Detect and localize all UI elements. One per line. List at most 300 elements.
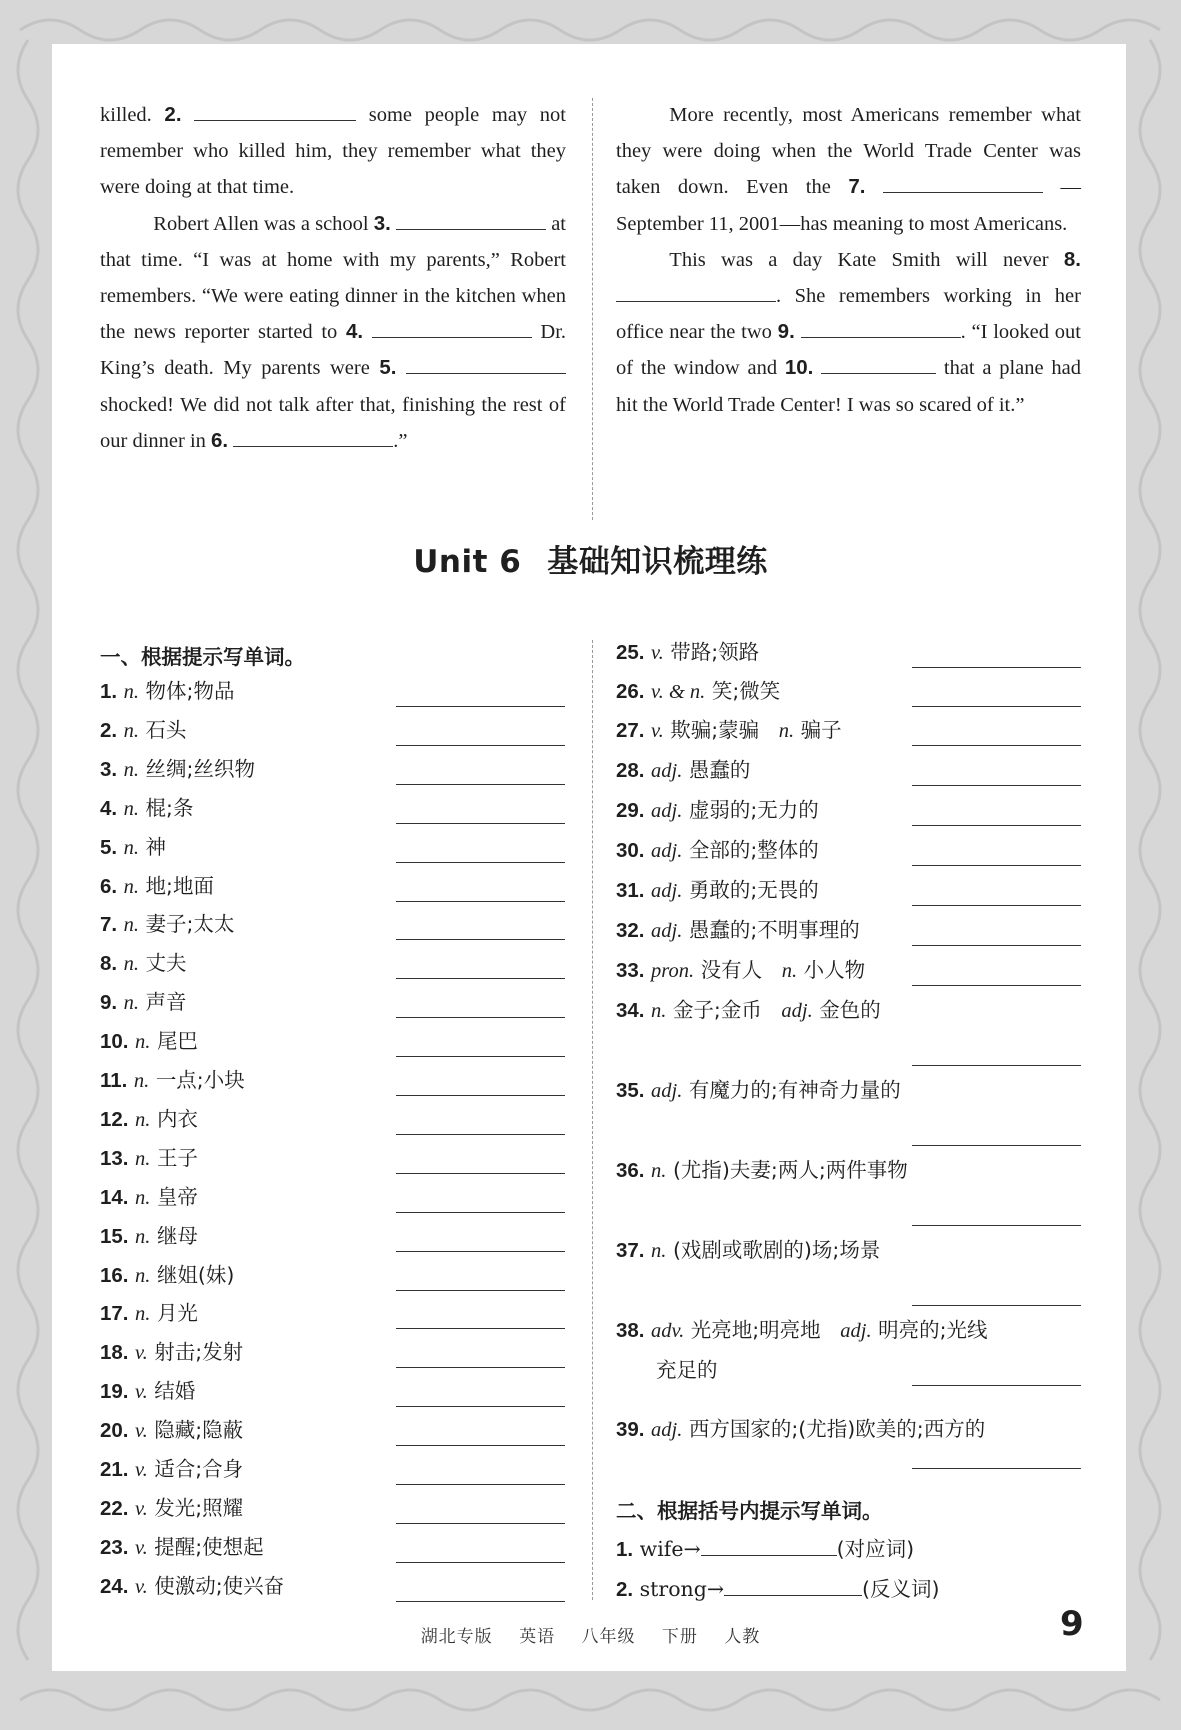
item-number: 37. [616,1239,645,1262]
part-of-speech: n. [123,758,140,781]
vocab-prompt [100,1220,198,1253]
fill-item [616,1573,1081,1611]
answer-blank[interactable] [396,784,565,785]
footer-grade: 八年级 [581,1627,636,1647]
vocab-item [616,914,1081,952]
item-number: 21. [100,1458,129,1481]
item-number: 1. [100,680,118,703]
part-of-speech: adj. [651,920,683,942]
vocab-item [616,834,1081,872]
chinese-meaning: (尤指)夫妻;两人;两件事物 [672,1158,908,1182]
part-of-speech: n. [123,797,140,820]
item-number: 32. [616,919,645,942]
vocab-prompt [100,1259,234,1292]
passage-text: killed. [100,104,152,126]
chinese-meaning: 内衣 [156,1106,198,1131]
answer-blank[interactable] [372,317,532,338]
vocab-item [100,753,566,791]
vocab-item [616,754,1081,792]
vocab-prompt [100,831,166,864]
answer-blank[interactable] [396,1562,565,1563]
chinese-meaning: 小人物 [803,958,866,982]
vocab-prompt [616,954,865,987]
item-number: 25. [616,641,645,664]
chinese-meaning-continued: 充足的 [656,1358,718,1382]
part-of-speech: n. [135,1147,151,1170]
chinese-meaning: (戏剧或歌剧的)场;场景 [672,1238,881,1262]
unit-label: Unit 6 [413,544,522,580]
answer-blank[interactable] [396,1173,565,1174]
item-number: 39. [616,1418,645,1441]
vocab-item [100,986,566,1024]
part-of-speech: n. [123,992,140,1015]
part-of-speech: n. [135,1031,151,1054]
vocab-prompt [100,1297,198,1330]
answer-blank[interactable] [912,865,1081,866]
vocab-prompt [100,1181,198,1214]
part-of-speech: v. [135,1381,148,1404]
answer-blank[interactable] [233,426,393,447]
item-number: 38. [616,1319,645,1342]
chinese-meaning: 声音 [145,990,187,1015]
part-of-speech: v. [651,720,664,742]
chinese-meaning: 没有人 [700,958,763,982]
footer-publisher: 人教 [724,1627,761,1647]
blank-number: 2. [164,103,182,126]
answer-blank[interactable] [396,209,546,230]
chinese-meaning: 射击;发射 [154,1340,244,1365]
item-number: 7. [100,913,118,937]
answer-blank[interactable] [701,1535,837,1556]
item-number: 2. [100,718,118,742]
answer-blank[interactable] [801,317,961,338]
vocab-prompt [616,1074,901,1107]
vocab-item [100,1259,566,1297]
vocab-prompt [616,714,842,747]
item-number: 4. [100,796,118,820]
item-number: 35. [616,1079,645,1102]
vocab-item [616,1314,1081,1382]
vocab-prompt [100,1103,198,1136]
chinese-meaning: 愚蠢的;不明事理的 [688,918,860,942]
answer-blank[interactable] [912,1065,1081,1066]
footer-subject: 英语 [519,1627,556,1647]
blank-number: 10. [784,356,814,380]
part-of-speech: n. [651,1000,667,1022]
answer-blank[interactable] [396,1056,565,1057]
item-number: 20. [100,1419,129,1443]
part-of-speech: v. [135,1342,148,1365]
part-of-speech: n. [123,836,140,859]
vocab-prompt [100,1064,245,1097]
passage-right [616,97,1081,423]
answer-blank[interactable] [883,172,1043,193]
part-of-speech: adj. [651,760,683,782]
part-of-speech: n. [123,914,140,937]
blank-number: 3. [373,211,391,235]
vocab-item [100,1142,566,1180]
vocab-item [100,1220,566,1258]
fill-item [616,1533,1081,1571]
chinese-meaning: 尾巴 [156,1029,198,1054]
item-number: 27. [616,719,645,742]
item-number: 8. [100,952,118,976]
answer-blank[interactable] [912,745,1081,746]
item-number: 19. [100,1380,129,1404]
chinese-meaning: 金子;金币 [672,998,762,1022]
blank-number: 7. [848,175,866,199]
passage-text: that a plane had hit the World Trade Center! I was so scared of it.” [616,357,1081,416]
answer-blank[interactable] [396,901,565,902]
answer-blank[interactable] [396,823,565,824]
item-number: 6. [100,874,118,898]
chinese-meaning: 月光 [156,1301,198,1326]
item-number: 5. [100,835,118,859]
answer-blank[interactable] [396,862,565,863]
item-number: 33. [616,959,645,982]
chinese-meaning: 棍;条 [145,795,194,820]
item-number: 11. [100,1069,128,1092]
answer-blank[interactable] [396,1601,565,1602]
footer-term: 下册 [661,1627,698,1647]
answer-blank[interactable] [396,745,565,746]
answer-blank[interactable] [912,945,1081,946]
vocab-item [100,1103,566,1141]
column-divider [592,98,593,520]
item-number: 28. [616,759,645,782]
chinese-meaning: 皇帝 [156,1184,198,1209]
chinese-meaning: 光亮地;明亮地 [690,1318,821,1342]
fill-prompt [616,1573,940,1606]
vocab-prompt [100,908,234,941]
part-of-speech: v. [135,1497,148,1520]
answer-blank[interactable] [396,1095,565,1096]
answer-blank[interactable] [912,1305,1081,1306]
vocab-item [100,1181,566,1219]
part-of-speech: n. [781,960,798,982]
page-number: 9 [1060,1604,1084,1644]
hint-text: (对应词) [836,1537,915,1561]
item-number: 15. [100,1224,129,1248]
chinese-meaning: 隐藏;隐蔽 [154,1418,244,1443]
vocab-prompt [100,792,193,825]
vocab-item [616,874,1081,912]
vocab-prompt [616,754,750,787]
answer-blank[interactable] [396,1251,565,1252]
source-word: wife→ [639,1537,701,1561]
item-number: 24. [100,1574,129,1598]
answer-blank[interactable] [406,353,566,374]
vocab-item [100,792,566,830]
item-number: 31. [616,879,645,902]
chinese-meaning: 继母 [156,1223,198,1248]
item-number: 30. [616,839,645,862]
item-number: 12. [100,1107,129,1131]
vocab-item [100,1375,566,1413]
chinese-meaning: 全部的;整体的 [688,838,819,862]
chinese-meaning: 笑;微笑 [711,679,781,703]
vocab-item [616,1154,1081,1192]
vocab-prompt [616,1154,908,1187]
blank-number: 8. [1063,247,1081,271]
blank-number: 9. [777,320,795,344]
item-number: 18. [100,1341,129,1365]
passage-text: at that time. “I was at home with my parents,” Robert remembers. “We were eating dinner in the kitchen when the news reporter started to [100,212,566,344]
answer-blank[interactable] [616,281,776,302]
chinese-meaning: 愚蠢的 [688,758,751,782]
vocab-item [616,1413,1081,1451]
chinese-meaning: 发光;照耀 [154,1495,244,1520]
chinese-meaning: 石头 [145,717,187,742]
vocab-item [100,675,566,713]
chinese-meaning: 明亮的;光线 [878,1318,988,1342]
part-of-speech: adj. [651,1080,683,1102]
passage-text: .” [393,429,408,452]
part-of-speech: n. [135,1108,151,1131]
blank-number: 6. [211,428,229,452]
vocab-prompt [100,1414,243,1447]
chinese-meaning: 提醒;使想起 [154,1534,264,1559]
vocab-item [100,1414,566,1452]
chinese-meaning: 骗子 [800,718,842,742]
item-number: 3. [100,757,118,781]
chinese-meaning: 使激动;使兴奋 [154,1573,285,1598]
vocab-prompt [100,675,234,708]
chinese-meaning: 一点;小块 [155,1068,245,1092]
part-of-speech: v. [135,1575,148,1598]
answer-blank[interactable] [396,1445,565,1446]
part-of-speech: v. [135,1420,148,1443]
chinese-meaning: 神 [145,834,167,859]
chinese-meaning: 王子 [156,1145,198,1170]
part-of-speech: adj. [840,1320,872,1342]
answer-blank[interactable] [396,1367,565,1368]
vocab-item [100,1492,566,1530]
answer-blank[interactable] [396,1134,565,1135]
blank-number: 4. [345,320,364,344]
part-of-speech: pron. [651,960,695,982]
item-number: 13. [100,1146,129,1170]
passage-text: what they were doing at that time. [100,140,567,199]
part-of-speech: n. [123,875,140,898]
chinese-meaning: 西方国家的;(尤指)欧美的;西方的 [688,1417,986,1441]
chinese-meaning: 虚弱的;无力的 [688,798,819,822]
part-of-speech: v. [651,642,664,664]
unit-heading: 基础知识梳理练 [547,544,768,580]
vocab-prompt [616,794,819,827]
vocab-prompt [616,1413,985,1446]
answer-blank[interactable] [396,1212,565,1213]
vocab-prompt [100,1142,198,1175]
chinese-meaning: 适合;合身 [154,1457,244,1481]
passage-text: —September 11, 2001—has meaning to most Americans. [616,176,1082,235]
passage-text: shocked! We did not talk after that, finishing the rest of our dinner in [100,393,566,452]
vocab-item [100,1453,566,1491]
chinese-meaning: 有魔力的;有神奇力量的 [688,1078,901,1102]
item-number: 29. [616,799,645,822]
vocab-prompt [616,914,860,947]
vocab-item [100,1531,566,1569]
vocab-prompt [616,874,819,907]
vocab-item [616,675,1081,713]
part-of-speech: adj. [651,1419,683,1441]
answer-blank[interactable] [396,1328,565,1329]
part-of-speech: n. [133,1070,150,1092]
answer-blank[interactable] [396,1484,565,1485]
item-number: 16. [100,1263,129,1287]
vocab-item [100,1025,566,1063]
vocab-prompt [616,675,780,708]
part-of-speech: adj. [651,800,683,822]
source-word: strong→ [639,1577,725,1601]
page-footer [0,1622,1181,1647]
vocab-item [100,1297,566,1335]
answer-blank[interactable] [912,825,1081,826]
answer-blank[interactable] [396,706,565,707]
answer-blank[interactable] [912,1385,1081,1386]
chinese-meaning: 丝绸;丝织物 [145,756,255,781]
passage-text: . She remembers working in her office near the two [616,285,1081,344]
section-heading: 二、根据括号内提示写单词。 [616,1499,883,1523]
item-number: 22. [100,1496,129,1520]
vocab-prompt [100,1531,264,1564]
blank-number: 5. [379,356,397,380]
unit-title [0,536,1181,581]
vocab-item [616,714,1081,752]
part-of-speech: adj. [651,880,683,902]
vocab-item [100,1570,566,1608]
chinese-meaning: 地;地面 [145,873,214,898]
part-of-speech: v. [135,1536,148,1559]
item-number: 14. [100,1185,129,1209]
chinese-meaning: 妻子;太太 [145,912,235,937]
item-number: 26. [616,680,645,703]
chinese-meaning: 带路;领路 [670,640,760,664]
part-of-speech: v. & n. [651,681,706,703]
column-divider [592,640,593,1600]
section-heading: 一、根据提示写单词。 [100,645,305,669]
chinese-meaning: 继姐(妹) [156,1262,235,1287]
item-number: 23. [100,1535,129,1559]
part-of-speech: n. [135,1264,151,1287]
answer-blank[interactable] [912,1468,1081,1469]
vocab-prompt [616,1314,988,1347]
answer-blank[interactable] [912,706,1081,707]
vocab-item [100,947,566,985]
chinese-meaning: 金色的 [819,998,881,1022]
item-number: 1. [616,1538,634,1561]
chinese-meaning: 结婚 [154,1379,196,1404]
vocab-prompt [100,1375,195,1408]
vocab-item [616,954,1081,992]
vocab-prompt [100,753,255,786]
chinese-meaning: 物体;物品 [145,679,235,703]
vocab-prompt [100,1570,284,1603]
footer-edition: 湖北专版 [420,1627,493,1647]
chinese-meaning: 欺骗;蒙骗 [670,718,760,742]
part-of-speech: n. [135,1186,151,1209]
part-of-speech: adj. [781,1000,813,1022]
part-of-speech: adv. [651,1320,685,1342]
part-of-speech: n. [778,720,795,742]
part-of-speech: n. [135,1225,151,1248]
vocab-prompt [100,870,214,903]
answer-blank[interactable] [396,1523,565,1524]
answer-blank[interactable] [912,1145,1081,1146]
passage-text: not remember who killed him, they remember [100,104,566,163]
answer-blank[interactable] [912,667,1081,668]
vocab-item [616,1234,1081,1272]
part-of-speech: v. [135,1459,148,1481]
answer-blank[interactable] [396,1017,565,1018]
part-of-speech: n. [651,1240,667,1262]
vocab-item [100,1336,566,1374]
answer-blank[interactable] [724,1575,862,1596]
part-of-speech: adj. [651,840,683,862]
vocab-item [616,636,1081,674]
answer-blank[interactable] [396,939,565,940]
part-of-speech: n. [123,681,140,703]
answer-blank[interactable] [912,985,1081,986]
vocab-prompt [616,834,819,867]
vocab-prompt [100,1492,243,1525]
item-number: 2. [616,1578,634,1601]
answer-blank[interactable] [821,353,936,374]
vocab-item [616,1074,1081,1112]
answer-blank[interactable] [912,785,1081,786]
answer-blank[interactable] [912,1225,1081,1226]
vocab-item [100,1064,566,1102]
hint-text: (反义词) [862,1577,940,1601]
vocab-prompt [616,1234,880,1267]
passage-text: . “I looked out of the window and [616,321,1081,380]
vocab-item [100,714,566,752]
vocab-item [100,870,566,908]
vocab-prompt [100,1336,243,1369]
passage-left [100,97,566,459]
item-number: 36. [616,1159,645,1182]
chinese-meaning: 丈夫 [145,951,187,976]
answer-blank[interactable] [396,1406,565,1407]
fill-prompt [616,1533,914,1566]
vocab-item [100,831,566,869]
passage-text: Dr. King’s death. My parents were [100,321,567,380]
answer-blank[interactable] [194,100,356,121]
passage-text: More recently, most Americans remember what they were doing when the World Trade Center was taken down. Even the [616,104,1081,199]
vocab-item [616,994,1081,1032]
part-of-speech: n. [651,1160,667,1182]
item-number: 17. [100,1302,129,1326]
answer-blank[interactable] [396,978,565,979]
vocab-prompt [616,636,759,669]
answer-blank[interactable] [396,1290,565,1291]
vocab-prompt [100,714,187,747]
answer-blank[interactable] [912,905,1081,906]
part-of-speech: n. [135,1303,151,1326]
vocab-prompt [100,1025,198,1058]
passage-text: This was a day Kate Smith will never [669,248,1049,271]
vocab-item [616,794,1081,832]
vocab-prompt [100,986,187,1019]
vocab-prompt [100,1453,243,1486]
passage-text: some people may [368,104,528,126]
item-number: 10. [100,1030,129,1054]
vocab-item [100,908,566,946]
part-of-speech: n. [123,719,140,742]
vocab-prompt [616,994,881,1027]
passage-text: Robert Allen was a school [153,212,369,235]
part-of-speech: n. [123,953,140,976]
